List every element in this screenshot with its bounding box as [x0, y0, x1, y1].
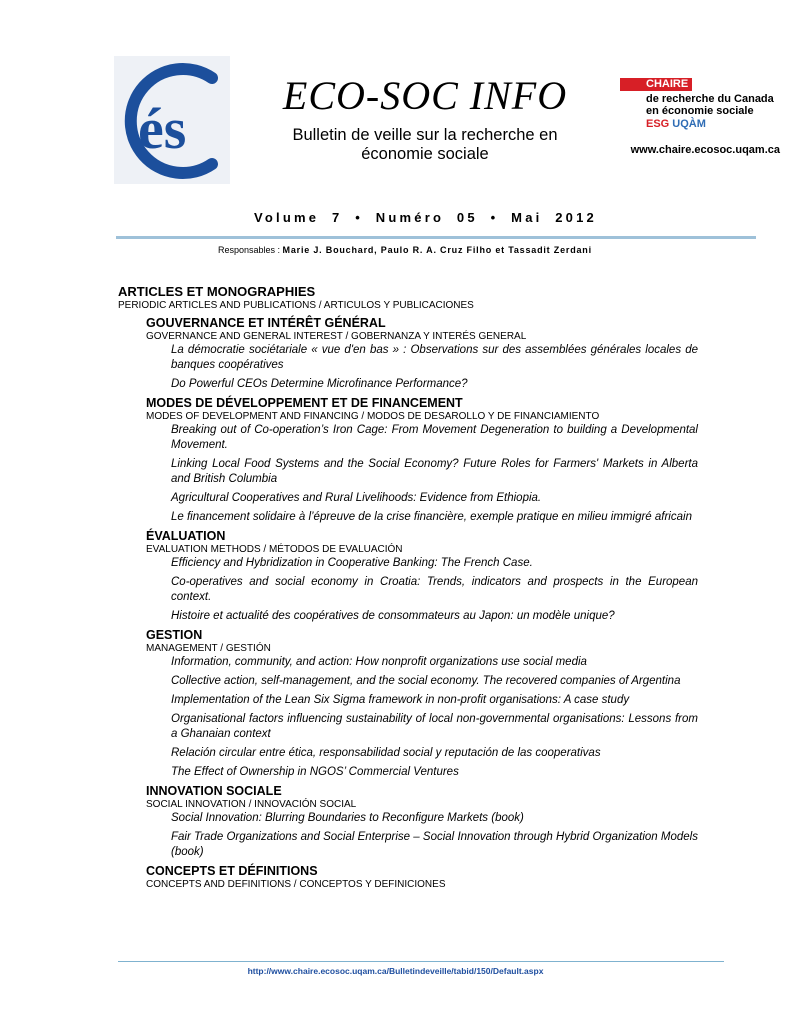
section-title: INNOVATION SOCIALE [146, 784, 282, 798]
chaire-line-1: de recherche du Canada [646, 93, 774, 105]
main-heading: ARTICLES ET MONOGRAPHIES [118, 284, 316, 299]
section-modes [146, 396, 698, 525]
main-heading-sub: PERIODIC ARTICLES AND PUBLICATIONS / ARTICULOS Y PUBLICACIONES [118, 300, 474, 311]
article-link[interactable]: Le financement solidaire à l’épreuve de la crise financière, exemple pratique en milieu immigré africain [171, 511, 692, 523]
uqam-label: UQÀM [672, 118, 706, 130]
website-link[interactable]: www.chaire.ecosoc.uqam.ca [630, 144, 780, 156]
section-subtitle: CONCEPTS AND DEFINITIONS / CONCEPTOS Y DEFINICIONES [146, 879, 446, 890]
section-gouvernance [146, 316, 698, 392]
article-link[interactable]: The Effect of Ownership in NGOS’ Commercial Ventures [171, 766, 459, 778]
issue-info: Volume 7 • Numéro 05 • Mai 2012 [254, 210, 597, 225]
section-concepts [146, 864, 698, 891]
section-innovation [146, 784, 698, 860]
article-link[interactable]: Relación circular entre ética, responsabilidad social y reputación de las cooperativas [171, 747, 601, 759]
article-link[interactable]: Organisational factors influencing sustainability of local non-governmental organisations: Lessons from a Ghanaian context [171, 713, 698, 740]
footer-divider [118, 961, 724, 962]
section-title: ÉVALUATION [146, 529, 226, 543]
article-link[interactable]: Fair Trade Organizations and Social Enterprise – Social Innovation through Hybrid Organization Models (book) [171, 831, 698, 858]
article-link[interactable]: La démocratie sociétariale « vue d'en bas » : Observations sur des assemblées générales locales de banques coopératives [171, 344, 698, 371]
ces-logo [114, 56, 230, 184]
article-link[interactable]: Breaking out of Co-operation’s Iron Cage: From Movement Degeneration to building a Developmental Movement. [171, 424, 698, 451]
section-evaluation [146, 529, 698, 624]
article-link[interactable]: Co-operatives and social economy in Croatia: Trends, indicators and prospects in the European context. [171, 576, 698, 603]
article-link[interactable]: Agricultural Cooperatives and Rural Livelihoods: Evidence from Ethiopia. [171, 492, 542, 504]
section-title: CONCEPTS ET DÉFINITIONS [146, 864, 318, 878]
footer-link[interactable]: http://www.chaire.ecosoc.uqam.ca/Bulletindeveille/tabid/150/Default.aspx [247, 966, 544, 976]
esg-label: ESG [646, 118, 670, 130]
section-subtitle: SOCIAL INNOVATION / INNOVACIÓN SOCIAL [146, 799, 357, 810]
article-link[interactable]: Information, community, and action: How nonprofit organizations use social media [171, 656, 587, 668]
section-title: MODES DE DÉVELOPPEMENT ET DE FINANCEMENT [146, 396, 463, 410]
article-link[interactable]: Histoire et actualité des coopératives de consommateurs au Japon: un modèle unique? [171, 610, 615, 622]
responsables-names: Marie J. Bouchard, Paulo R. A. Cruz Filho et Tassadit Zerdani [282, 245, 592, 255]
main-content [118, 284, 698, 891]
article-link[interactable]: Social Innovation: Blurring Boundaries to Reconfigure Markets (book) [171, 812, 524, 824]
chaire-line-2: en économie sociale [646, 105, 754, 117]
chaire-line-3 [646, 118, 706, 130]
article-link[interactable]: Linking Local Food Systems and the Social Economy? Future Roles for Farmers' Markets in Alberta and British Columbia [171, 458, 698, 485]
section-subtitle: MODES OF DEVELOPMENT AND FINANCING / MODOS DE DESAROLLO Y DE FINANCIAMIENTO [146, 411, 600, 422]
section-subtitle: GOVERNANCE AND GENERAL INTEREST / GOBERNANZA Y INTERÉS GENERAL [146, 331, 527, 342]
logo-letters: és [138, 96, 187, 161]
section-subtitle: EVALUATION METHODS / MÉTODOS DE EVALUACIÓN [146, 544, 403, 555]
section-title: GESTION [146, 628, 203, 642]
header-divider [116, 236, 756, 239]
bulletin-subtitle: Bulletin de veille sur la recherche en économie sociale [292, 126, 558, 163]
chaire-band-label: CHAIRE [646, 78, 689, 90]
ces-logo-mark [114, 56, 230, 184]
article-link[interactable]: Collective action, self-management, and the social economy. The recovered companies of Argentina [171, 675, 681, 687]
bulletin-title: ECO-SOC INFO [282, 73, 568, 118]
article-link[interactable]: Efficiency and Hybridization in Cooperative Banking: The French Case. [171, 557, 533, 569]
responsables-label: Responsables : [218, 245, 283, 255]
chaire-logo [620, 78, 785, 134]
article-link[interactable]: Implementation of the Lean Six Sigma framework in non-profit organisations: A case study [171, 694, 630, 706]
section-subtitle: MANAGEMENT / GESTIÓN [146, 643, 271, 654]
article-link[interactable]: Do Powerful CEOs Determine Microfinance Performance? [171, 378, 468, 390]
section-title: GOUVERNANCE ET INTÉRÊT GÉNÉRAL [146, 316, 386, 330]
chaire-band [620, 78, 692, 91]
responsables [218, 245, 592, 255]
section-gestion [146, 628, 698, 780]
